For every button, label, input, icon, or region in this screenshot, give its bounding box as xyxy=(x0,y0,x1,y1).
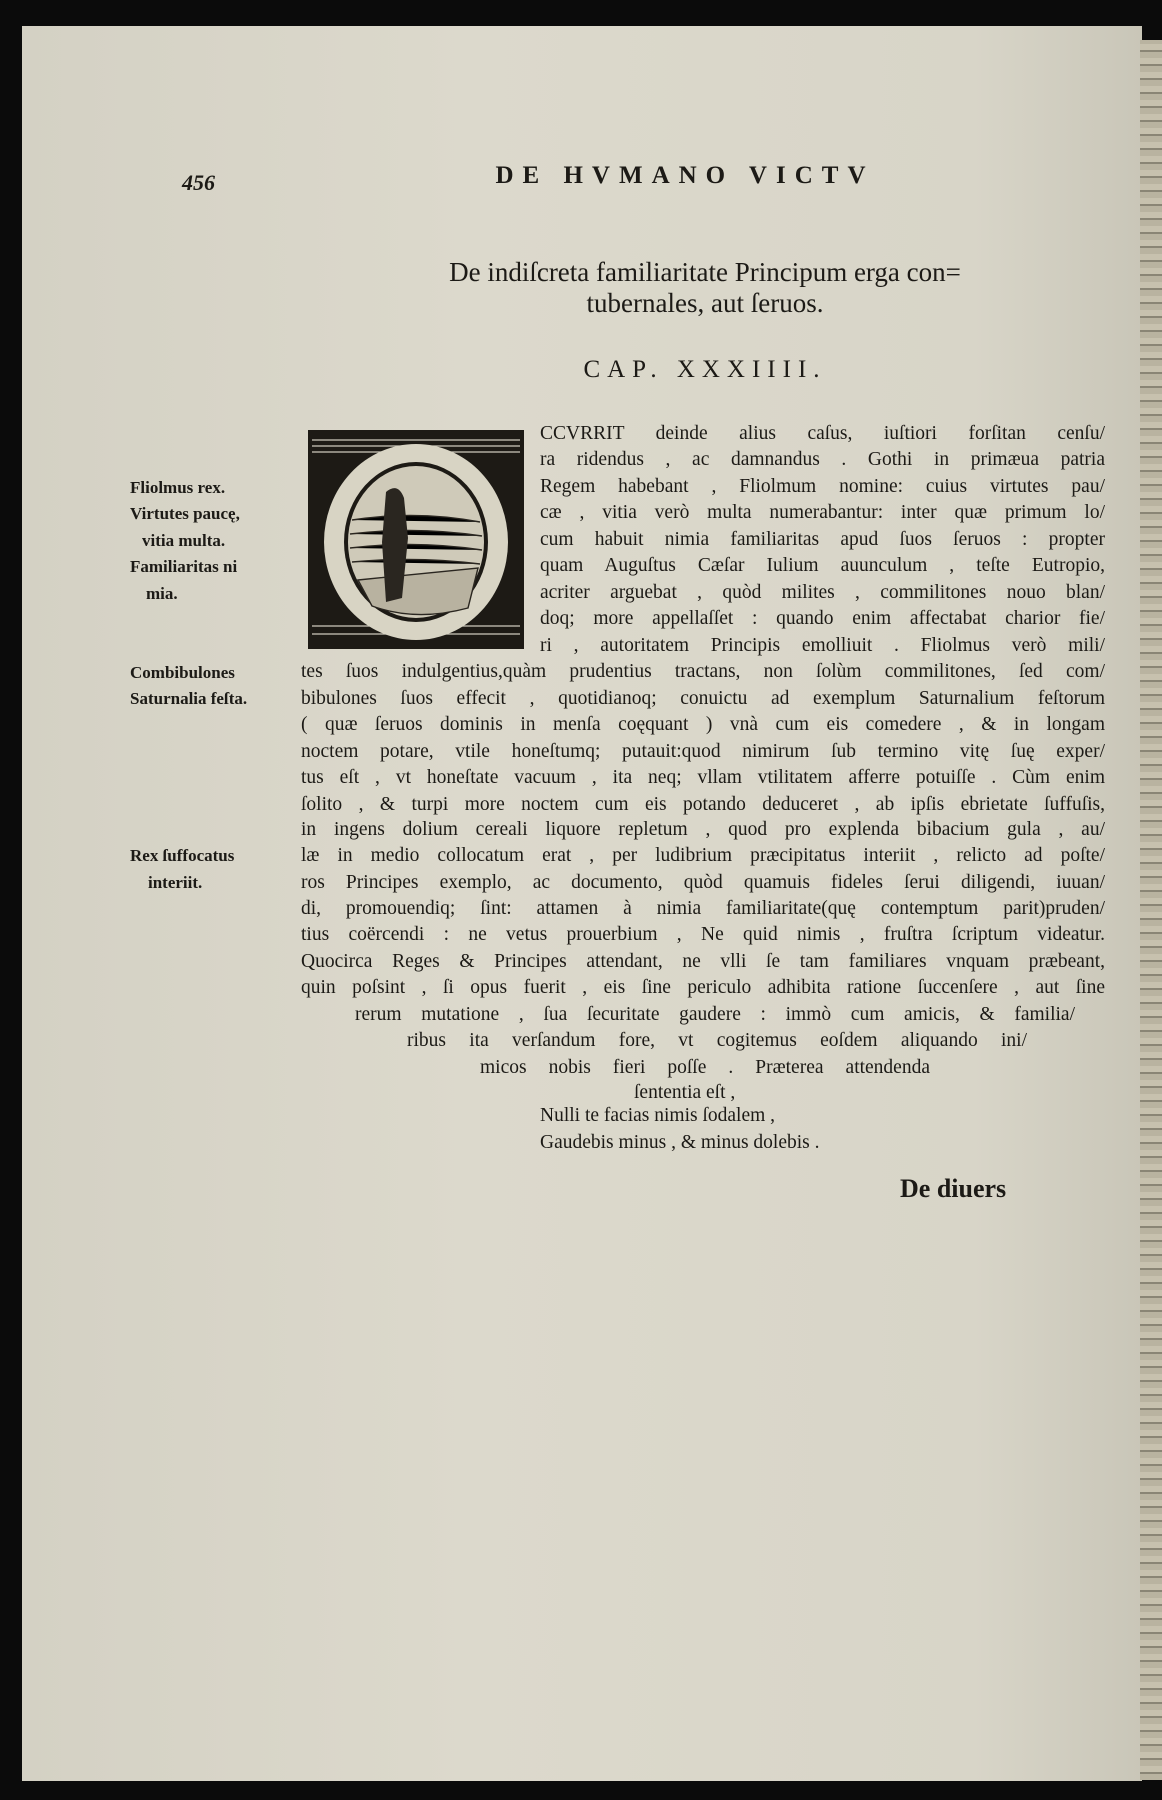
body-line: cæ , vitia verò multa numerabantur: inter quæ primum lo/ xyxy=(540,502,1105,523)
body-line: quin poſsint , ſi opus fuerit , eis ſine periculo adhibita ratione ſuccenſere , aut ſine xyxy=(301,977,1105,998)
body-line: ra ridendus , ac damnandus . Gothi in primæua patria xyxy=(540,449,1105,470)
body-line: ( quæ ſeruos dominis in menſa coęquant ) vnà cum eis comedere , & in longam xyxy=(301,714,1105,735)
body-line: ſolito , & turpi more noctem cum eis potando deduceret , ab ipſis ebrietate ſuffuſis, xyxy=(301,794,1105,815)
body-line: doq; more appellaſſet : quando enim affectabat charior fie/ xyxy=(540,608,1105,629)
margin-note: Combibulones xyxy=(130,663,235,682)
margin-note: vitia multa. xyxy=(142,531,226,550)
body-line: rerum mutatione , ſua ſecuritate gaudere : immò cum amicis, & familia/ xyxy=(355,1004,1075,1025)
body-line: tes ſuos indulgentius,quàm prudentius tractans, non ſolùm commilitones, ſed com/ xyxy=(301,661,1105,682)
body-line: bibulones ſuos effecit , quotidianoq; conuictu ad exemplum Saturnalium feſtorum xyxy=(301,688,1105,709)
woodcut-initial-o-image xyxy=(308,430,524,649)
body-line: tus eſt , vt honeſtate vacuum , ita neq; vllam vtilitatem afferre potuiſſe . Cùm enim xyxy=(301,767,1105,788)
margin-note: Familiaritas ni xyxy=(130,557,238,576)
body-line: noctem potare, vtile honeſtumq; putauit:quod nimirum ſub termino vitę ſuę exper/ xyxy=(301,741,1105,762)
page-number: 456 xyxy=(182,170,215,195)
body-line: ri , autoritatem Principis emolliuit . Fliolmus verò mili/ xyxy=(540,635,1105,656)
body-line: di, promouendiq; ſint: attamen à nimia familiaritate(quę contemptum parit)pruden/ xyxy=(301,898,1105,919)
chapter-title-line-2: tubernales, aut ſeruos. xyxy=(586,288,824,318)
body-line: Nulli te facias nimis ſodalem , xyxy=(540,1105,776,1126)
next-page-edge xyxy=(1140,40,1162,1780)
margin-note: Virtutes paucę, xyxy=(130,504,240,523)
margin-note: Rex ſuffocatus xyxy=(130,846,235,865)
body-line: CCVRRIT deinde alius caſus, iuſtiori forſitan cenſu/ xyxy=(540,423,1105,444)
body-line: tius coërcendi : ne vetus prouerbium , Ne quid nimis , fruſtra ſcriptum videatur. xyxy=(301,924,1105,945)
margin-note: mia. xyxy=(146,584,178,603)
running-title: DE HVMANO VICTV xyxy=(495,162,875,189)
margin-note: interiit. xyxy=(148,873,203,892)
body-line: micos nobis fieri poſſe . Præterea attendenda xyxy=(480,1057,930,1078)
margin-note: Saturnalia feſta. xyxy=(130,689,248,708)
chapter-title-line-1: De indiſcreta familiaritate Principum erga con= xyxy=(449,257,961,287)
body-line: quam Auguſtus Cæſar Iulium auunculum , teſte Eutropio, xyxy=(540,555,1105,576)
body-line: ros Principes exemplo, ac documento, quòd quamuis fideles ſerui diligendi, iuuan/ xyxy=(301,872,1105,893)
chapter-number: CAP. XXXIIII. xyxy=(583,356,827,383)
body-line: ribus ita verſandum fore, vt cogitemus eoſdem aliquando ini/ xyxy=(407,1030,1027,1051)
body-line: Gaudebis minus , & minus dolebis . xyxy=(540,1132,820,1153)
body-line: læ in medio collocatum erat , per ludibrium præcipitatus interiit , relicto ad poſte/ xyxy=(301,845,1105,866)
body-line: Regem habebant , Fliolmum nomine: cuius virtutes pau/ xyxy=(540,476,1105,497)
body-line: in ingens dolium cereali liquore repletum , quod pro explenda bibacium gula , au/ xyxy=(301,819,1105,840)
body-line: acriter arguebat , quòd milites , commilitones nouo blan/ xyxy=(540,582,1105,603)
margin-note: Fliolmus rex. xyxy=(130,478,226,497)
catchword: De diuers xyxy=(900,1174,1007,1203)
body-line: ſententia eſt , xyxy=(634,1082,736,1103)
body-line: Quocirca Reges & Principes attendant, ne vlli ſe tam familiares vnquam præbeant, xyxy=(301,951,1105,972)
body-line: cum habuit nimia familiaritas apud ſuos ſeruos : propter xyxy=(540,529,1105,550)
